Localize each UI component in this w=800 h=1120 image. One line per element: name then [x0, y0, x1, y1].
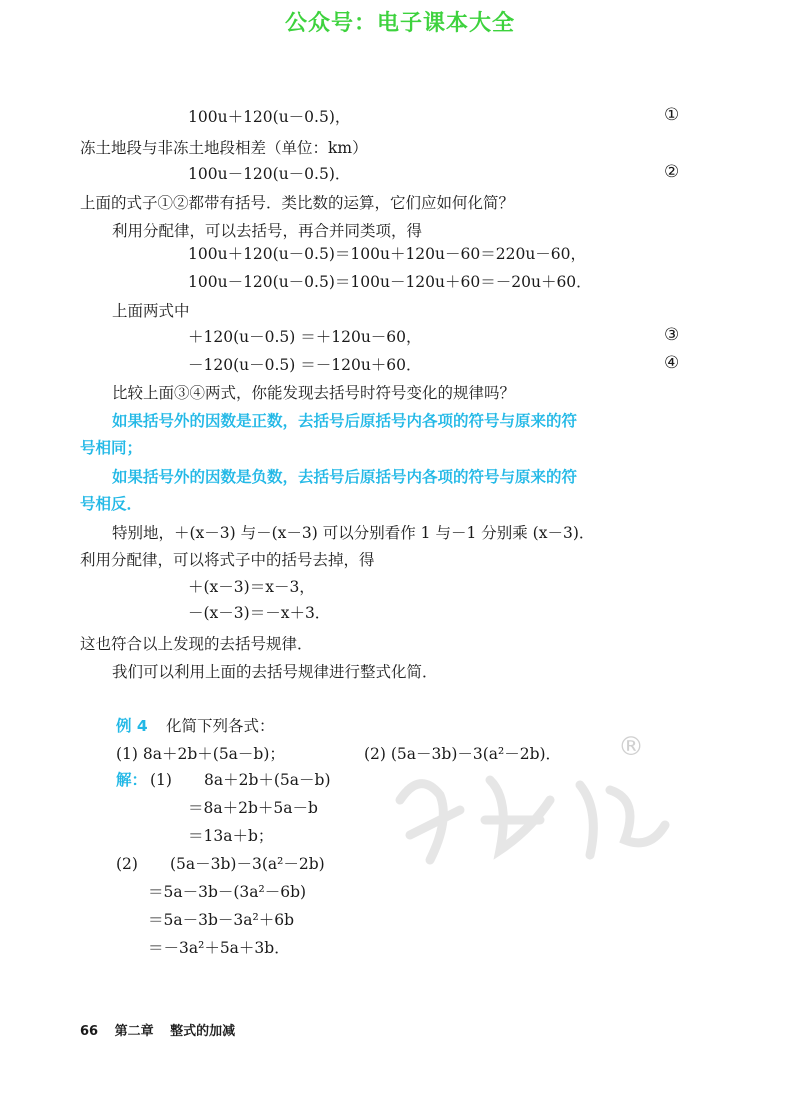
expr-line: ＋(x－3)＝x－3， — [188, 578, 315, 596]
example-title: 化简下列各式： — [166, 717, 275, 735]
expr-line: 100u＋120(u－0.5)＝100u＋120u－60＝220u－60， — [188, 245, 587, 263]
text-line: 上面两式中 — [112, 302, 190, 320]
text-line: 冻土地段与非冻土地段相差（单位：km） — [80, 139, 368, 157]
solution-1-line: ＝8a＋2b＋5a－b — [188, 799, 318, 817]
solution-2-line: ＝－3a²＋5a＋3b． — [148, 939, 290, 957]
rule-positive: 如果括号外的因数是正数，去括号后原括号内各项的符号与原来的符 — [112, 412, 578, 430]
solution-1-line: 8a＋2b＋(5a－b) — [204, 771, 331, 789]
page-footer — [80, 1020, 247, 1039]
expr-2: 100u－120(u－0.5)． — [188, 165, 351, 183]
header-banner: 公众号：电子课本大全 — [284, 11, 515, 36]
rule-positive-cont: 号相同； — [80, 439, 143, 457]
chapter-title: 整式的加减 — [170, 1024, 236, 1039]
expr-line: －(x－3)＝－x＋3． — [188, 604, 331, 622]
text-line: 我们可以利用上面的去括号规律进行整式化简． — [112, 663, 438, 681]
registered-mark: ® — [618, 732, 644, 762]
text-line: 比较上面③④两式，你能发现去括号时符号变化的规律吗？ — [112, 384, 516, 402]
text-line: 这也符合以上发现的去括号规律． — [80, 635, 313, 653]
problem-2: (2) (5a－3b)－3(a²－2b)． — [364, 745, 562, 763]
expr-4: －120(u－0.5) ＝－120u＋60． — [188, 356, 422, 374]
text-line: 特别地，＋(x－3) 与－(x－3) 可以分别看作 1 与－1 分别乘 (x－3)． — [112, 524, 595, 542]
solution-label: 解： — [116, 771, 148, 789]
marker-2: ② — [664, 162, 680, 182]
marker-4: ④ — [664, 353, 680, 373]
marker-1: ① — [664, 105, 680, 125]
expr-3: ＋120(u－0.5) ＝＋120u－60， — [188, 328, 422, 346]
expr-1: 100u＋120(u－0.5)， — [188, 108, 351, 126]
rule-negative-cont: 号相反． — [80, 495, 143, 513]
chapter-label: 第二章 — [114, 1024, 154, 1039]
text-line: 上面的式子①②都带有括号．类比数的运算，它们应如何化简？ — [80, 194, 515, 212]
problem-1: (1) 8a＋2b＋(5a－b)； — [116, 745, 285, 763]
solution-1-num: (1) — [150, 771, 172, 789]
expr-line: 100u－120(u－0.5)＝100u－120u＋60＝－20u＋60． — [188, 273, 592, 291]
solution-2-line: ＝5a－3b－(3a²－6b) — [148, 883, 307, 901]
solution-1-line: ＝13a＋b； — [188, 827, 274, 845]
solution-2-line: ＝5a－3b－3a²＋6b — [148, 911, 294, 929]
text-line: 利用分配律，可以将式子中的括号去掉，得 — [80, 551, 375, 569]
solution-2-num: (2) — [116, 855, 138, 873]
solution-2-line: (5a－3b)－3(a²－2b) — [170, 855, 325, 873]
marker-3: ③ — [664, 325, 680, 345]
example-label: 例 4 — [116, 717, 148, 735]
rule-negative: 如果括号外的因数是负数，去括号后原括号内各项的符号与原来的符 — [112, 468, 578, 486]
text-line: 利用分配律，可以去括号，再合并同类项，得 — [112, 222, 423, 240]
page-number: 66 — [80, 1024, 99, 1039]
